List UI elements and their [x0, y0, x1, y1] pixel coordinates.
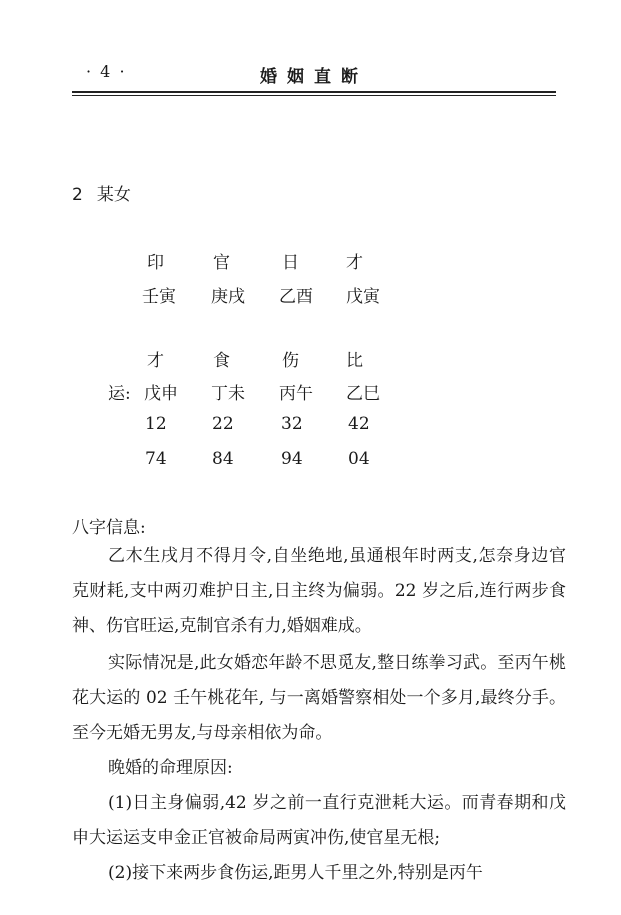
body-paragraph: 晚婚的命理原因: — [108, 758, 233, 778]
chart-pillar: 壬寅 — [142, 287, 176, 307]
luck-age: 32 — [281, 414, 303, 434]
body-paragraph: 乙木生戌月不得月令,自坐绝地,虽通根年时两支,怎奈身边官克财耗,支中两刃难护日主,日主终为偏弱。22 岁之后,连行两步食神、伤官旺运,克制官杀有力,婚姻难成。 — [72, 546, 566, 636]
header-rule-thick — [72, 91, 556, 93]
section-label: 八字信息: — [72, 518, 146, 538]
case-heading — [72, 180, 131, 205]
luck-year: 94 — [281, 449, 303, 469]
chart-pillar: 戊寅 — [346, 287, 380, 307]
luck-god: 才 — [147, 351, 164, 371]
luck-pillar: 丁未 — [211, 384, 245, 404]
page-header — [72, 62, 556, 92]
luck-pillar: 丙午 — [279, 384, 313, 404]
case-number: 2 — [72, 185, 83, 205]
luck-age: 22 — [212, 414, 234, 434]
chart-pillar: 庚戌 — [211, 287, 245, 307]
body-paragraph: (1)日主身偏弱,42 岁之前一直行克泄耗大运。而青春期和戊申大运运支申金正官被命局两寅冲伤,使官星无根; — [72, 793, 566, 848]
chart-god: 印 — [147, 253, 164, 273]
book-title: 婚姻直断 — [260, 67, 368, 87]
luck-year: 74 — [145, 449, 167, 469]
chart-god: 官 — [213, 253, 230, 273]
luck-year: 04 — [348, 449, 370, 469]
luck-age: 12 — [145, 414, 167, 434]
chart-god: 日 — [282, 253, 299, 273]
luck-age: 42 — [348, 414, 370, 434]
luck-god: 伤 — [282, 351, 299, 371]
header-rule-thin — [72, 95, 556, 96]
luck-pillar: 乙巳 — [346, 384, 380, 404]
luck-god: 食 — [213, 351, 230, 371]
luck-pillar: 戊申 — [144, 384, 178, 404]
body-paragraph: 实际情况是,此女婚恋年龄不思觅友,整日练拳习武。至丙午桃花大运的 02 壬午桃花年, 与一离婚警察相处一个多月,最终分手。至今无婚无男友,与母亲相依为命。 — [72, 653, 566, 743]
chart-god: 才 — [346, 253, 363, 273]
luck-year: 84 — [212, 449, 234, 469]
chart-pillar: 乙酉 — [279, 287, 313, 307]
body-paragraph: (2)接下来两步食伤运,距男人千里之外,特别是丙午 — [108, 863, 483, 883]
case-title: 某女 — [96, 185, 131, 205]
luck-god: 比 — [346, 351, 363, 371]
page-number: · 4 · — [86, 62, 127, 81]
luck-label: 运: — [108, 384, 131, 404]
